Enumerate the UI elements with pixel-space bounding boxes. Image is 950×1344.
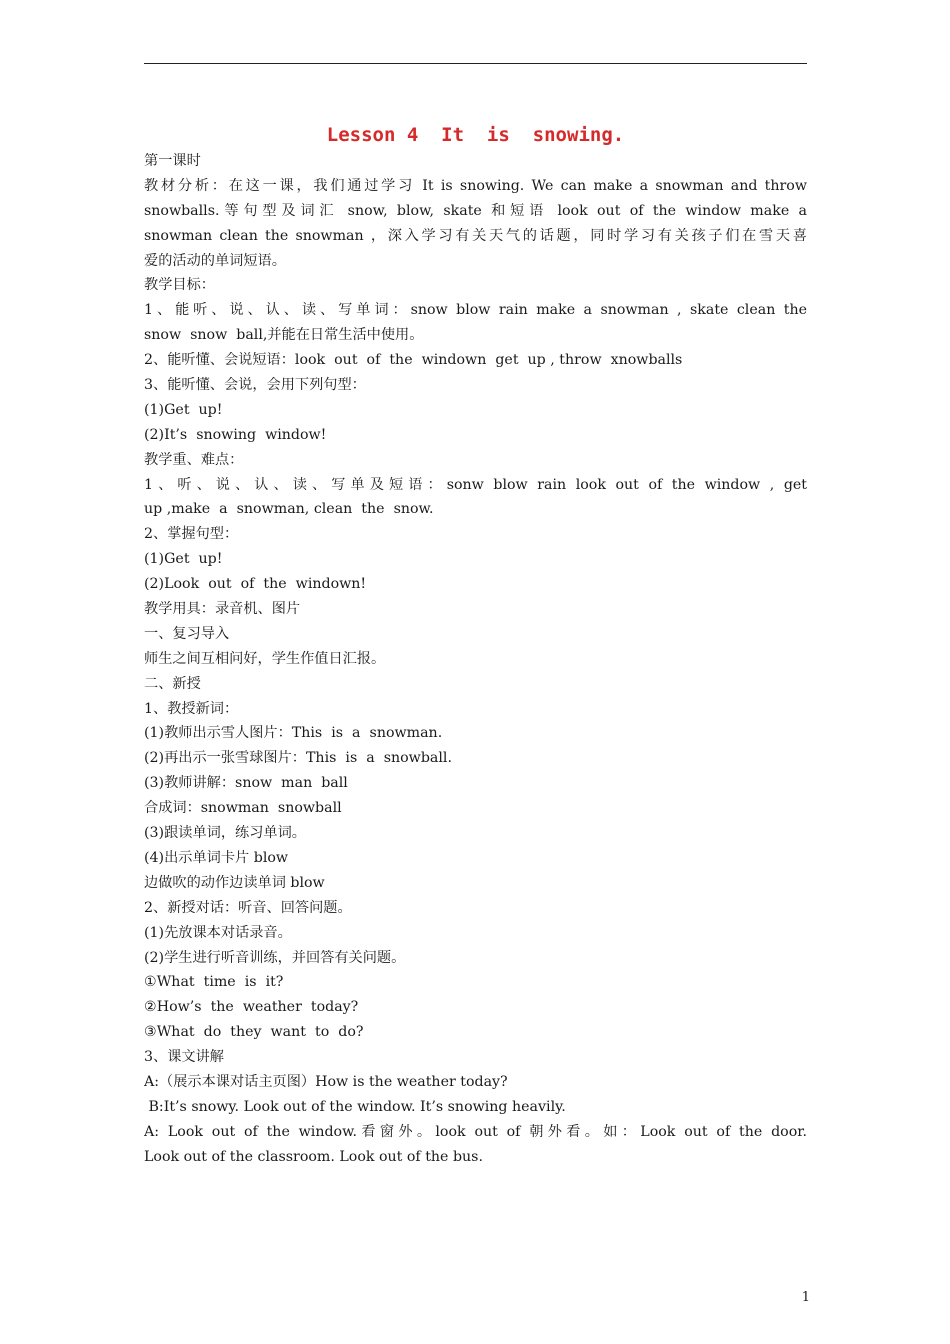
- text-line: A: Look out of the window.看窗外。look out of 朝外看。如：Look out of the door.: [144, 1123, 807, 1140]
- text-line: 3、课文讲解: [144, 1049, 224, 1066]
- text-line: (2)学生进行听音训练，并回答有关问题。: [144, 949, 406, 966]
- text-line: A:（展示本课对话主页图）How is the weather today?: [144, 1073, 508, 1090]
- text-line: (3)跟读单词，练习单词。: [144, 825, 306, 842]
- text-line: 一、复习导入: [144, 625, 230, 642]
- text-line: (1)教师出示雪人图片：This is a snowman.: [144, 725, 443, 742]
- text-line: ②How’s the weather today?: [144, 999, 359, 1016]
- header-rule: [144, 63, 807, 64]
- text-line: 第一课时: [144, 153, 201, 169]
- text-line: B:It’s snowy. Look out of the window. It’s snowing heavily.: [144, 1098, 566, 1115]
- text-line: 教材分析：在这一课，我们通过学习 It is snowing. We can make a snowman and throw: [144, 177, 807, 194]
- text-line: 教学重、难点：: [144, 451, 244, 468]
- lesson-body: [144, 149, 807, 1170]
- page-number: 1: [801, 1290, 810, 1305]
- text-line: (2)再出示一张雪球图片：This is a snowball.: [144, 750, 452, 767]
- text-line: (1)Get up!: [144, 401, 223, 418]
- text-line: 二、新授: [144, 675, 201, 692]
- text-line: snowballs.等句型及词汇 snow, blow, skate 和短语 look out of the window make a: [144, 202, 807, 219]
- text-line: 师生之间互相问好，学生作值日汇报。: [144, 650, 386, 667]
- text-line: 1、教授新词：: [144, 700, 239, 717]
- text-line: 2、新授对话：听音、回答问题。: [144, 899, 352, 916]
- lesson-title: Lesson 4 It is snowing.: [326, 124, 625, 146]
- text-line: 2、能听懂、会说短语：look out of the windown get up , throw xnowballs: [144, 352, 683, 369]
- text-line: (1)Get up!: [144, 551, 223, 568]
- text-line: 3、能听懂、会说，会用下列句型：: [144, 377, 366, 394]
- text-line: ③What do they want to do?: [144, 1024, 364, 1041]
- text-line: (2)It’s snowing window!: [144, 426, 327, 443]
- text-line: 1、能听、说、认、读、写单词：snow blow rain make a snowman , skate clean the: [144, 302, 807, 319]
- text-line: 爱的活动的单词短语。: [144, 252, 286, 269]
- text-line: snowman clean the snowman ，深入学习有关天气的话题，同时学习有关孩子们在雪天喜: [144, 227, 807, 244]
- text-line: 教学用具：录音机、图片: [144, 601, 301, 618]
- text-line: 2、掌握句型：: [144, 526, 239, 543]
- text-line: up ,make a snowman, clean the snow.: [144, 501, 434, 518]
- text-line: snow snow ball,并能在日常生活中使用。: [144, 327, 424, 344]
- text-line: (3)教师讲解：snow man ball: [144, 775, 348, 792]
- text-line: 合成词：snowman snowball: [144, 800, 342, 817]
- text-line: (1)先放课本对话录音。: [144, 924, 292, 941]
- text-line: 边做吹的动作边读单词 blow: [144, 874, 325, 891]
- text-line: ①What time is it?: [144, 974, 284, 991]
- text-line: 教学目标：: [144, 277, 215, 294]
- text-line: 1、听、说、认、读、写单及短语：sonw blow rain look out of the window , get: [144, 476, 807, 493]
- text-line: Look out of the classroom. Look out of the bus.: [144, 1148, 483, 1165]
- text-line: (4)出示单词卡片 blow: [144, 849, 289, 866]
- text-line: (2)Look out of the windown!: [144, 576, 367, 593]
